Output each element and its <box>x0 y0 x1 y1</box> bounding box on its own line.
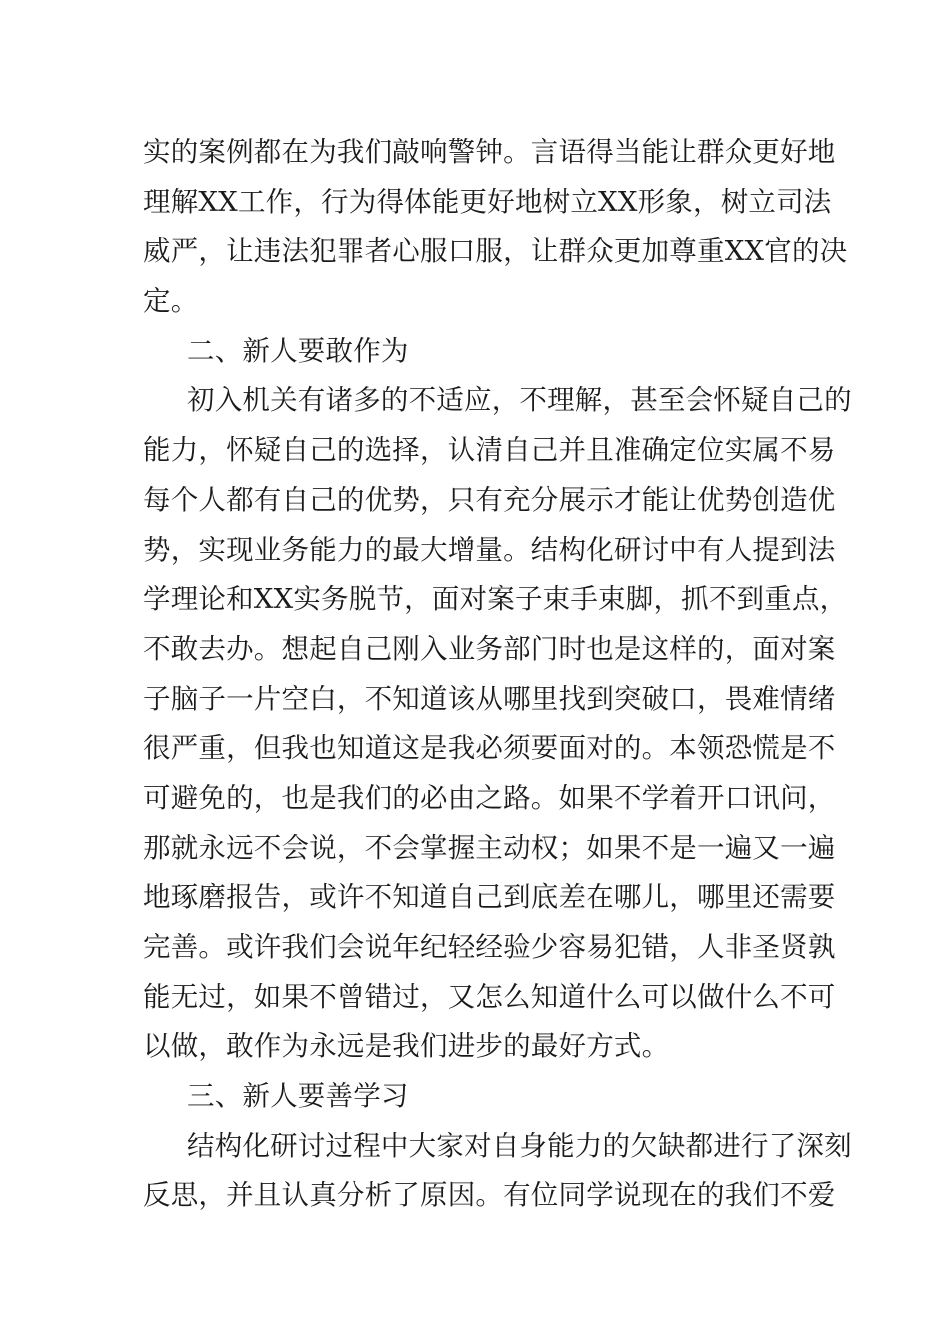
document-body <box>143 128 852 1221</box>
text-line: 能力，怀疑自己的选择，认清自己并且准确定位实属不易 <box>143 434 836 467</box>
text-line: 以做，敢作为永远是我们进步的最好方式。 <box>143 1030 670 1063</box>
text-line: 反思，并且认真分析了原因。有位同学说现在的我们不爱 <box>143 1179 836 1212</box>
text-line: 子脑子一片空白，不知道该从哪里找到突破口，畏难情绪 <box>143 682 836 715</box>
section-heading-2: 二、新人要敢作为 <box>187 334 409 367</box>
text-line: 完善。或许我们会说年纪轻经验少容易犯错，人非圣贤孰 <box>143 931 836 963</box>
text-line: 可避免的，也是我们的必由之路。如果不学着开口讯问， <box>143 781 836 814</box>
text-line: 每个人都有自己的优势，只有充分展示才能让优势创造优 <box>143 483 836 516</box>
text-line: 实的案例都在为我们敲响警钟。言语得当能让群众更好地 <box>143 136 836 168</box>
text-line: 能无过，如果不曾错过，又怎么知道什么可以做什么不可 <box>143 980 836 1013</box>
text-line: 那就永远不会说，不会掌握主动权；如果不是一遍又一遍 <box>143 831 836 864</box>
text-line: 定。 <box>143 285 199 318</box>
paragraph-first-line: 初入机关有诸多的不适应，不理解，甚至会怀疑自己的 <box>187 384 852 417</box>
paragraph-first-line: 结构化研讨过程中大家对自身能力的欠缺都进行了深刻 <box>187 1129 852 1162</box>
text-line: 威严，让违法犯罪者心服口服，让群众更加尊重XX官的决 <box>143 235 848 268</box>
text-line: 理解XX工作，行为得体能更好地树立XX形象，树立司法 <box>143 185 832 218</box>
text-line: 很严重，但我也知道这是我必须要面对的。本领恐慌是不 <box>143 732 836 765</box>
text-line: 势，实现业务能力的最大增量。结构化研讨中有人提到法 <box>143 533 836 566</box>
text-line: 不敢去办。想起自己刚入业务部门时也是这样的，面对案 <box>143 632 836 665</box>
section-heading-3: 三、新人要善学习 <box>187 1080 409 1113</box>
text-line: 学理论和XX实务脱节，面对案子束手束脚，抓不到重点， <box>143 583 848 616</box>
text-line: 地琢磨报告，或许不知道自己到底差在哪儿，哪里还需要 <box>143 881 836 914</box>
